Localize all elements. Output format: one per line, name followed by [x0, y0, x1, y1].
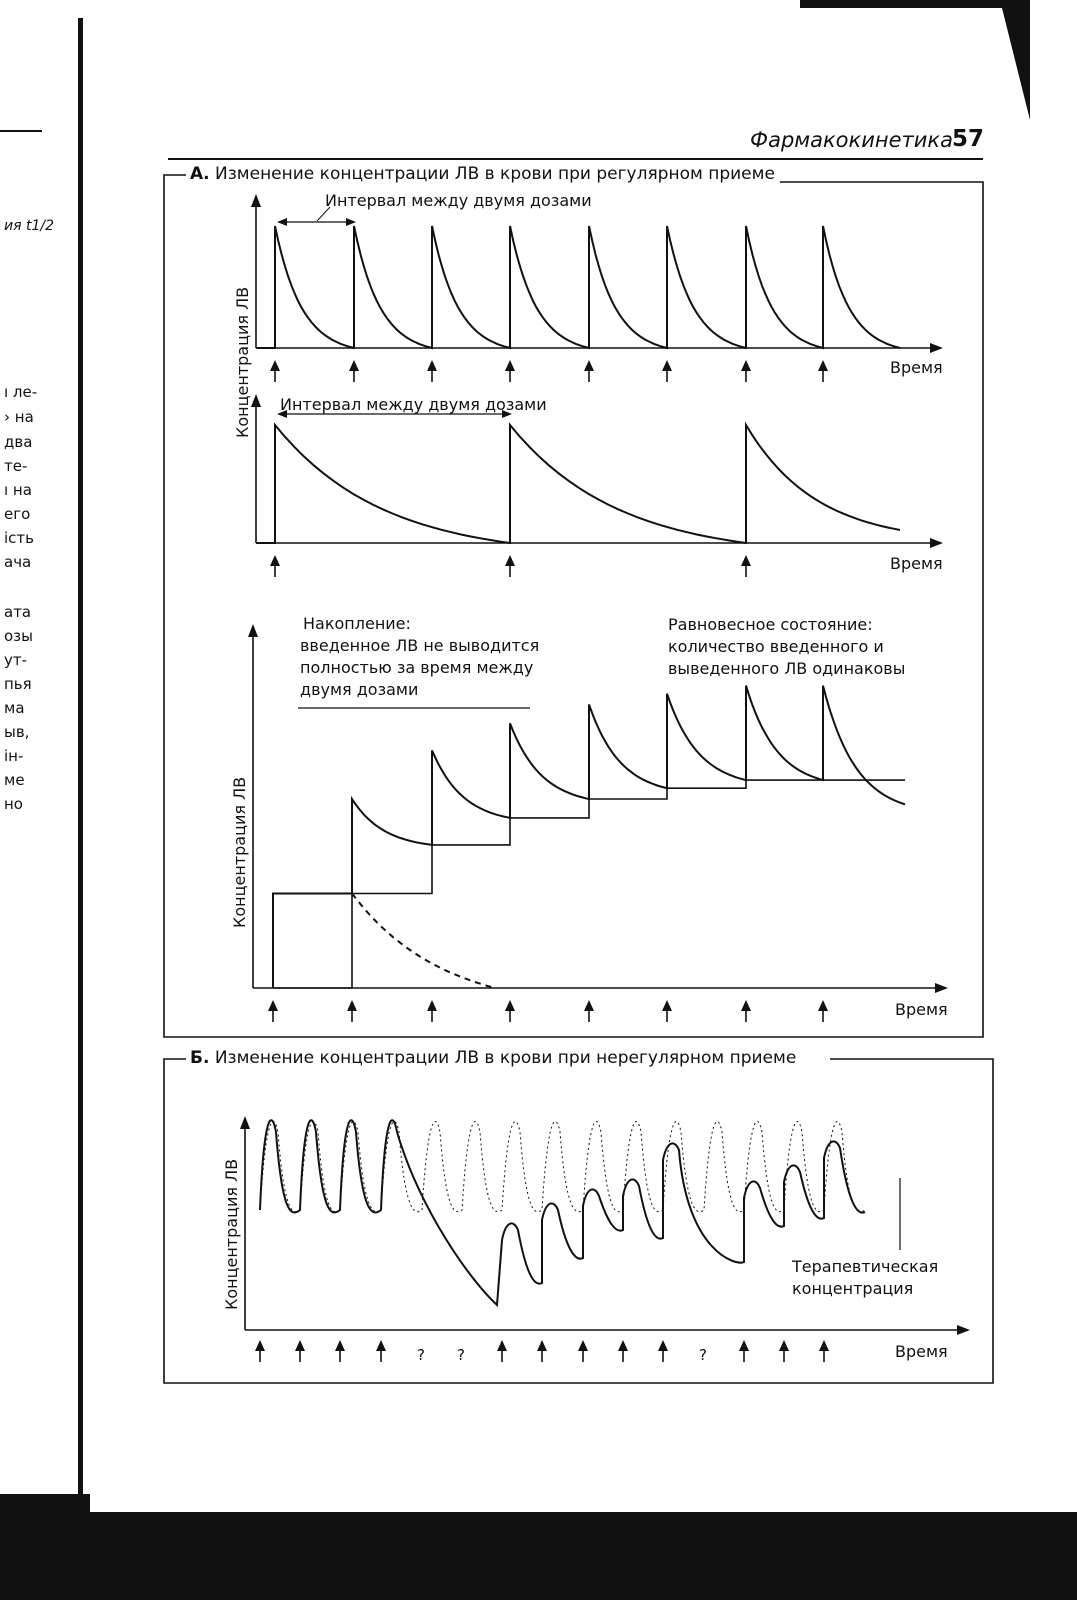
dose-arrow [376, 1340, 386, 1362]
x-axis-arrowhead [930, 343, 943, 353]
dose-arrow [662, 1000, 672, 1022]
dose-arrows [268, 1000, 828, 1022]
dose-arrows [270, 360, 828, 382]
dose-arrow [295, 1340, 305, 1362]
panel-frames [164, 175, 993, 1383]
dose-markers [255, 1340, 829, 1364]
prev-page-line: те- [4, 457, 28, 475]
prev-page-line: ін- [4, 747, 24, 765]
dose-arrows [270, 555, 751, 577]
chart-a2 [251, 394, 943, 577]
dose-arrow [335, 1340, 345, 1362]
dose-arrow [818, 1000, 828, 1022]
accumulation-note-line-3: полностью за время между [300, 658, 534, 677]
x-axis-arrowhead [957, 1325, 970, 1335]
page-number: 57 [952, 126, 985, 152]
interval-label: Интервал между двумя дозами [280, 395, 547, 414]
concentration-curve [256, 425, 900, 543]
concentration-curve [256, 226, 900, 348]
panel-b-title-text: Изменение концентрации ЛВ в крови при нерегулярном приеме [214, 1048, 797, 1068]
panel-a-frame [164, 175, 983, 1037]
running-header-title: Фармакокинетика [750, 128, 953, 152]
panel-a-letter: А. [190, 164, 210, 184]
dose-arrow [497, 1340, 507, 1362]
dose-arrow [255, 1340, 265, 1362]
dose-arrow [268, 1000, 278, 1022]
missed-dose-marker: ? [417, 1346, 425, 1364]
irregular-intake-curve [260, 1120, 865, 1305]
y-axis-arrowhead [240, 1116, 250, 1129]
time-label: Время [890, 554, 943, 573]
regular-intake-reference-curve [260, 1121, 865, 1211]
y-axis-label: Концентрация ЛВ [230, 776, 249, 928]
steady-state-note-line-1: Равновесное состояние: [668, 615, 873, 634]
y-axis-label: Концентрация ЛВ [222, 1158, 241, 1310]
dose-arrow [741, 1000, 751, 1022]
prev-page-line: ача [4, 553, 32, 571]
x-axis-arrowhead [930, 538, 943, 548]
time-label: Время [895, 1000, 948, 1019]
interval-label: Интервал между двумя дозами [325, 191, 592, 210]
prev-page-line: ме [4, 771, 25, 789]
panel-a-title [186, 164, 779, 184]
dose-arrow [741, 360, 751, 382]
x-axis-arrowhead [935, 983, 948, 993]
prev-page-line: ата [4, 603, 32, 621]
accumulation-note-line-2: введенное ЛВ не выводится [300, 636, 540, 655]
y-axis-arrowhead [248, 624, 258, 637]
prev-page-subscript-fragment: ия t1/2 [4, 218, 54, 234]
dose-arrow [505, 1000, 515, 1022]
dose-arrow [618, 1340, 628, 1362]
prev-page-line: ут- [4, 651, 28, 669]
prev-page-line: ма [4, 699, 25, 717]
accumulation-note-line-4: двумя дозами [300, 680, 419, 699]
dose-arrow [662, 360, 672, 382]
prev-page-line: ı ле- [4, 383, 38, 401]
dose-arrow [741, 555, 751, 577]
accumulation-note-line-1: Накопление: [303, 614, 411, 633]
missed-dose-marker: ? [699, 1346, 707, 1364]
concentration-curve [273, 686, 905, 988]
chart-a3 [230, 614, 948, 1022]
time-label: Время [890, 358, 943, 377]
steady-state-note-line-2: количество введенного и [668, 637, 884, 656]
dose-arrow [818, 360, 828, 382]
prev-page-line: ı на [4, 481, 32, 499]
dose-arrow [427, 1000, 437, 1022]
missed-dose-marker: ? [457, 1346, 465, 1364]
y-axis-arrowhead [251, 394, 261, 407]
interval-arrowhead-right [346, 218, 356, 226]
dose-arrow [349, 360, 359, 382]
panel-a-title-text: Изменение концентрации ЛВ в крови при регулярном приеме [215, 164, 775, 184]
dose-arrow [270, 555, 280, 577]
therapeutic-label-line-1: Терапевтическая [792, 1257, 939, 1276]
dose-arrow [739, 1340, 749, 1362]
dose-arrow [584, 360, 594, 382]
prev-page-line: ість [4, 529, 34, 547]
dose-arrow [658, 1340, 668, 1362]
dose-arrow [347, 1000, 357, 1022]
y-axis-arrowhead [251, 194, 261, 207]
panel-b-frame [164, 1059, 993, 1383]
dose-arrow [779, 1340, 789, 1362]
panel-b-title [186, 1048, 800, 1068]
prev-page-line: но [4, 795, 23, 813]
dose-arrow [584, 1000, 594, 1022]
interval-arrowhead-left [277, 218, 287, 226]
chart-a1 [251, 191, 943, 382]
chart-b [222, 1116, 970, 1364]
dose-arrow [537, 1340, 547, 1362]
dose-arrow [505, 360, 515, 382]
dose-arrow [819, 1340, 829, 1362]
dose-arrow [270, 360, 280, 382]
dose-arrow [427, 360, 437, 382]
prev-page-line: ыв, [4, 723, 30, 741]
therapeutic-label-line-2: концентрация [792, 1279, 914, 1298]
y-axis-label-a-upper: Концентрация ЛВ [233, 286, 252, 438]
prev-page-line: его [4, 505, 31, 523]
prev-page-line: пья [4, 675, 32, 693]
steady-state-note-line-3: выведенного ЛВ одинаковы [668, 659, 906, 678]
prev-page-line: › на [4, 408, 34, 426]
time-label: Время [895, 1342, 948, 1361]
single-dose-decay-dashed [352, 894, 495, 989]
trough-step-line [273, 780, 905, 988]
prev-page-line: озы [4, 627, 33, 645]
dose-arrow [505, 555, 515, 577]
panel-b-letter: Б. [190, 1048, 210, 1068]
dose-arrow [578, 1340, 588, 1362]
prev-page-line: два [4, 433, 33, 451]
